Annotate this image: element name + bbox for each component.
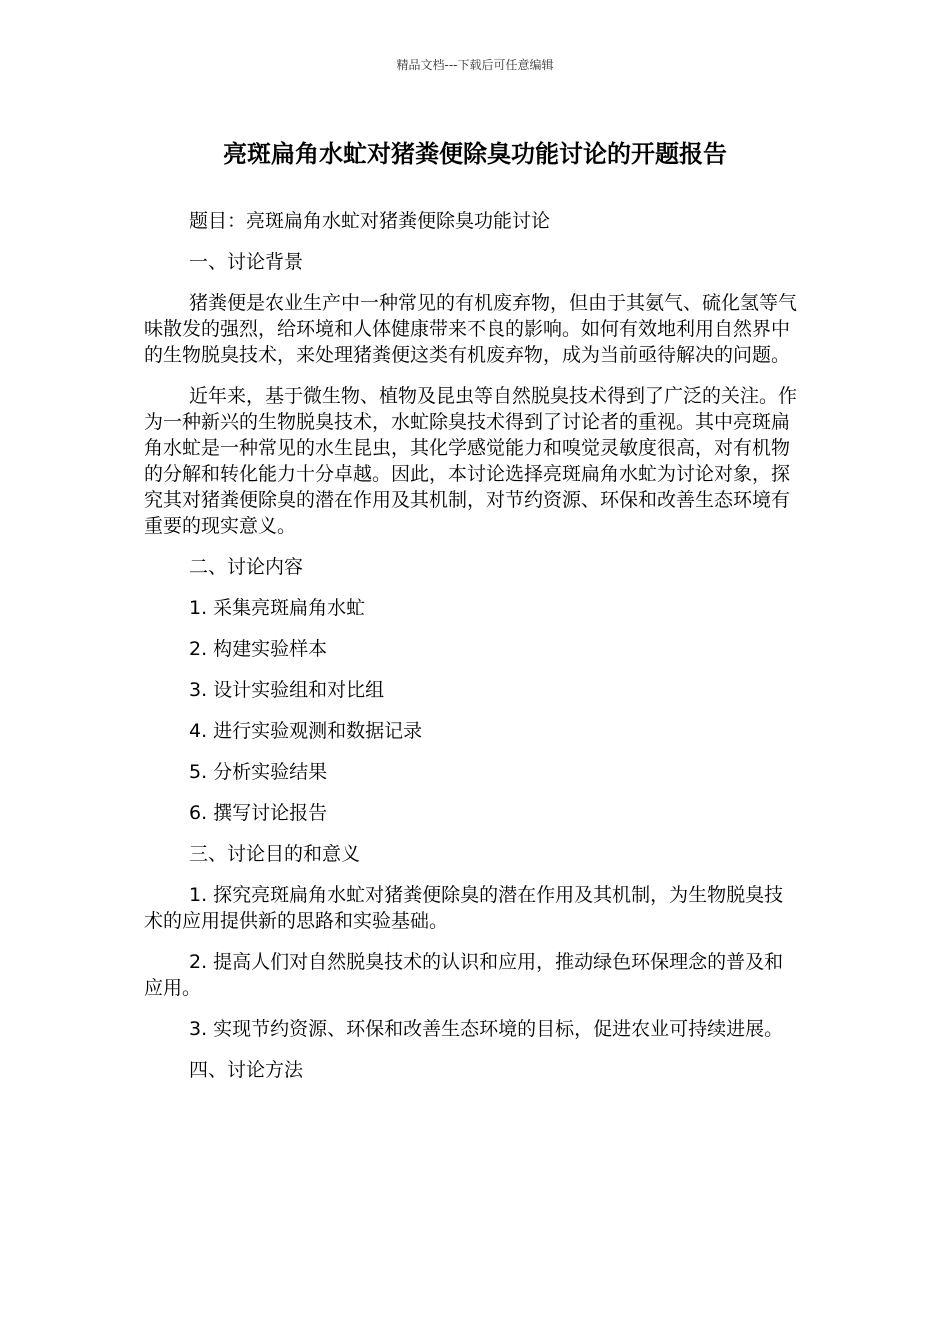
content-list-item: 6. 撰写讨论报告 — [189, 802, 328, 824]
section-heading-method: 四、讨论方法 — [189, 1059, 304, 1081]
content-list-item: 1. 采集亮斑扁角水虻 — [189, 597, 366, 619]
background-paragraph-2: 近年来，基于微生物、植物及昆虫等自然脱臭技术得到了广泛的关注。作为一种新兴的生物脱臭技术，水虻除臭技术得到了讨论者的重视。其中亮斑扁角水虻是一种常见的水生昆虫，其化学感觉能力和嗅觉灵敏度很高，对有机物的分解和转化能力十分卓越。因此，本讨论选择亮斑扁角水虻为讨论对象，探究其对猪粪便除臭的潜在作用及其机制，对节约资源、环保和改善生态环境有重要的现实意义。 — [144, 385, 798, 537]
purpose-list-item: 2. 提高人们对自然脱臭技术的认识和应用，推动绿色环保理念的普及和应用。 — [144, 951, 784, 999]
background-paragraph-1: 猪粪便是农业生产中一种常见的有机废弃物，但由于其氨气、硫化氢等气味散发的强烈，给环境和人体健康带来不良的影响。如何有效地利用自然界中的生物脱臭技术，来处理猪粪便这类有机废弃物，成为当前亟待解决的问题。 — [144, 292, 798, 366]
purpose-list-item: 1. 探究亮斑扁角水虻对猪粪便除臭的潜在作用及其机制，为生物脱臭技术的应用提供新的思路和实验基础。 — [144, 884, 784, 932]
content-list-item: 3. 设计实验组和对比组 — [189, 679, 385, 701]
section-heading-background: 一、讨论背景 — [189, 251, 304, 273]
page-header-note: 精品文档---下载后可任意编辑 — [396, 58, 554, 72]
purpose-list-item: 3. 实现节约资源、环保和改善生态环境的目标，促进农业可持续进展。 — [189, 1018, 784, 1040]
topic-line: 题目：亮斑扁角水虻对猪粪便除臭功能讨论 — [189, 210, 551, 232]
document-title: 亮斑扁角水虻对猪粪便除臭功能讨论的开题报告 — [223, 140, 727, 168]
content-list-item: 5. 分析实验结果 — [189, 761, 328, 783]
content-list-item: 4. 进行实验观测和数据记录 — [189, 720, 423, 742]
section-heading-purpose: 三、讨论目的和意义 — [189, 843, 361, 865]
content-list-item: 2. 构建实验样本 — [189, 638, 328, 660]
section-heading-content: 二、讨论内容 — [189, 556, 304, 578]
document-body — [144, 208, 800, 1083]
